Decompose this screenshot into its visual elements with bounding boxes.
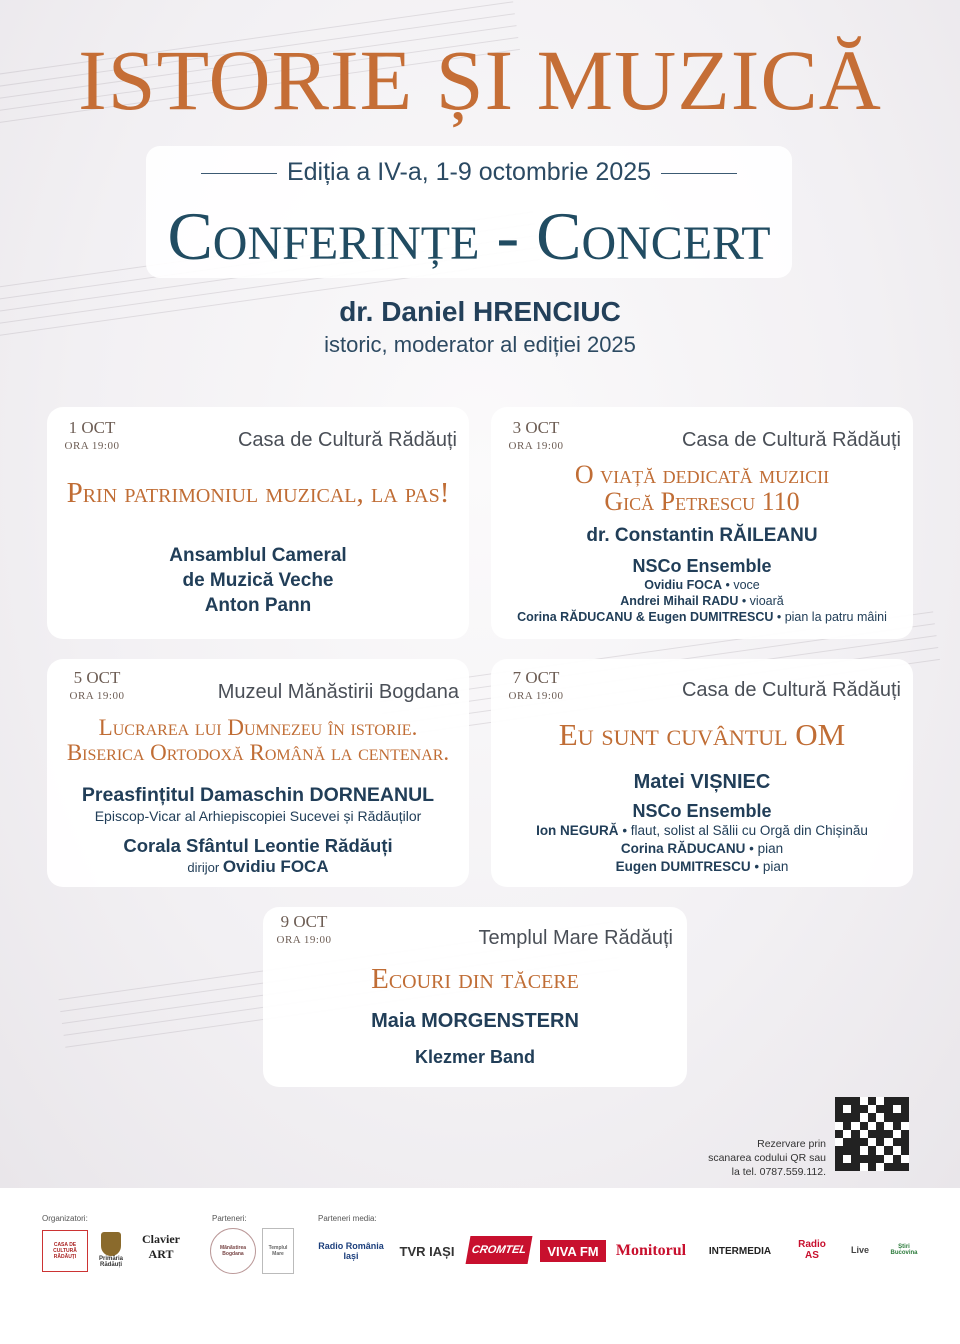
logo-primaria <box>94 1228 128 1272</box>
time-text: ORA 19:00 <box>69 690 125 702</box>
edition-text: Ediția a IV-a, 1-9 octombrie 2025 <box>286 158 652 186</box>
event-title <box>47 715 469 765</box>
ensemble-name: NSCo Ensemble <box>632 801 772 821</box>
performer-name: Ovidiu FOCA <box>644 578 723 592</box>
date-text: 5 OCT <box>73 668 121 687</box>
performer-role: voce <box>733 578 760 592</box>
time-text: ORA 19:00 <box>508 440 564 452</box>
performer-role: vioară <box>749 594 784 608</box>
logo-radio-romania-iasi: Radio România Iași <box>318 1241 384 1261</box>
conductor <box>47 857 469 877</box>
reservation-line: la tel. 0787.559.112. <box>731 1166 826 1178</box>
ensemble-line: de Muzică Veche <box>182 570 334 591</box>
event-card-7-oct <box>491 659 913 887</box>
divider <box>661 173 737 174</box>
performer-name: Corina RĂDUCANU & Eugen DUMITRESCU <box>517 610 774 624</box>
logo-caption: Primăria Rădăuți <box>98 1256 123 1268</box>
time-text: ORA 19:00 <box>64 440 120 452</box>
ensemble-block <box>47 543 469 618</box>
logo-stiri-bucovina: Știri Bucovina <box>890 1244 918 1256</box>
performer: Eugen DUMITRESCU • pian <box>615 859 789 874</box>
event-card-1-oct <box>47 407 469 639</box>
event-venue: Casa de Cultură Rădăuți <box>681 429 901 451</box>
ensemble-name: NSCo Ensemble <box>632 556 772 576</box>
event-card-9-oct <box>263 907 687 1087</box>
speaker-role: Episcop-Vicar al Arhiepiscopiei Sucevei și Rădăuților <box>94 808 422 824</box>
logo-clavier-art: Clavier ART <box>142 1232 180 1261</box>
event-date <box>505 419 567 455</box>
edition-box <box>146 146 792 278</box>
speaker-name: Maia MORGENSTERN <box>371 1010 579 1032</box>
event-title-line: Gică Petrescu 110 <box>604 487 800 516</box>
performer: Corina RĂDUCANU & Eugen DUMITRESCU • pian la patru mâini <box>517 610 887 624</box>
ensemble-line: Anton Pann <box>204 595 312 616</box>
speaker-name: Preasfințitul Damaschin DORNEANUL <box>81 784 435 806</box>
reservation-line: scanarea codului QR sau <box>708 1152 826 1164</box>
performer-name: Andrei Mihail RADU <box>620 594 739 608</box>
event-date <box>61 419 123 455</box>
date-text: 3 OCT <box>512 418 560 437</box>
event-venue: Muzeul Mănăstirii Bogdana <box>217 681 459 703</box>
choir-name: Corala Sfântul Leontie Rădăuți <box>123 835 393 856</box>
event-title-line: Lucrarea lui Dumnezeu în istorie. <box>98 715 418 740</box>
event-title-line: O viață dedicată muzicii <box>574 460 830 489</box>
logo-live: Live <box>850 1245 869 1255</box>
performers-list <box>491 577 913 625</box>
logo-viva-fm: VIVA FM <box>540 1240 606 1262</box>
performer-role: flaut, solist al Sălii cu Orgă din Chișinău <box>630 823 868 838</box>
edition-line <box>146 158 792 187</box>
conductor-label: dirijor <box>187 860 220 875</box>
page-title: ISTORIE ȘI MUZICĂ <box>78 32 882 128</box>
performer: Andrei Mihail RADU • vioară <box>620 594 784 608</box>
partners-label: Parteneri: <box>212 1214 247 1223</box>
logo-templul-mare: Templul Mare <box>262 1228 294 1274</box>
divider <box>201 173 277 174</box>
moderator-name: dr. Daniel HRENCIUC <box>339 296 621 327</box>
event-date <box>273 913 335 949</box>
event-venue: Templul Mare Rădăuți <box>478 927 673 949</box>
reservation-line: Rezervare prin <box>757 1138 826 1150</box>
date-text: 1 OCT <box>68 418 116 437</box>
event-title: Ecouri din tăcere <box>371 963 579 995</box>
speaker-name: Matei VIȘNIEC <box>633 771 771 793</box>
performer-name: Ion NEGURĂ <box>536 823 619 838</box>
event-card-5-oct <box>47 659 469 887</box>
logo-tvr-iasi: TVR IAȘI <box>399 1243 455 1259</box>
event-date <box>505 669 567 705</box>
event-title <box>491 461 913 515</box>
event-title: Prin patrimoniul muzical, la pas! <box>66 477 450 509</box>
event-title-line: Biserica Ortodoxă Română la centenar. <box>66 740 450 765</box>
event-venue: Casa de Cultură Rădăuți <box>681 679 901 701</box>
date-text: 9 OCT <box>280 912 328 931</box>
subtitle: Conferințe - Concert <box>167 198 771 274</box>
ensemble-name: Klezmer Band <box>414 1047 536 1067</box>
logo-intermedia: INTERMEDIA <box>708 1245 772 1257</box>
event-title: Eu sunt cuvântul OM <box>558 717 846 752</box>
event-date <box>61 669 133 705</box>
ensemble-line: Ansamblul Cameral <box>169 545 347 566</box>
performer-role: pian <box>762 859 789 874</box>
media-label: Parteneri media: <box>318 1214 377 1223</box>
performer: Ovidiu FOCA • voce <box>644 578 760 592</box>
performers-list <box>491 822 913 876</box>
logo-casa-de-cultura: CASA DE CULTURĂ RĂDĂUȚI <box>42 1230 88 1272</box>
organizers-label: Organizatori: <box>42 1214 88 1223</box>
performer-name: Corina RĂDUCANU <box>620 841 746 856</box>
date-text: 7 OCT <box>512 668 560 687</box>
event-venue: Casa de Cultură Rădăuți <box>237 429 457 451</box>
sponsors-footer <box>0 1188 960 1344</box>
reservation-info <box>660 1137 826 1179</box>
logo-monitorul: Monitorul <box>615 1242 687 1259</box>
performer-role: pian <box>757 841 784 856</box>
performer-role: pian la patru mâini <box>784 610 887 624</box>
logo-radio-as: Radio AS <box>798 1239 826 1261</box>
moderator-role: istoric, moderator al ediției 2025 <box>324 332 636 357</box>
coat-of-arms-icon <box>101 1232 121 1256</box>
qr-code[interactable] <box>835 1097 909 1171</box>
performer: Corina RĂDUCANU • pian <box>620 841 784 856</box>
logo-cromtel: CROMTEL <box>466 1236 533 1264</box>
event-card-3-oct <box>491 407 913 639</box>
performer-name: Eugen DUMITRESCU <box>615 859 751 874</box>
time-text: ORA 19:00 <box>276 934 332 946</box>
logo-manastirea-bogdana: Mănăstirea Bogdana <box>210 1228 256 1274</box>
conductor-name: Ovidiu FOCA <box>222 857 329 876</box>
performer: Ion NEGURĂ • flaut, solist al Sălii cu Orgă din Chișinău <box>536 823 868 838</box>
speaker-name: dr. Constantin RĂILEANU <box>586 525 818 546</box>
time-text: ORA 19:00 <box>508 690 564 702</box>
